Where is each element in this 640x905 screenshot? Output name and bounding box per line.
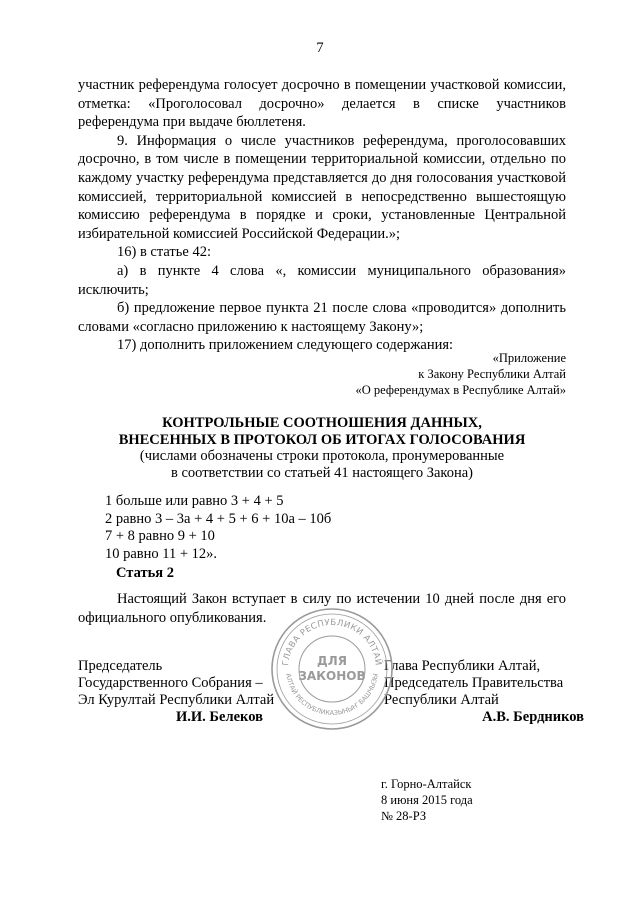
formula-item: 1 больше или равно 3 + 4 + 5 [105,493,284,509]
stamp-center-line: ЗАКОНОВ [298,669,366,683]
signature-line: Государственного Собрания – [78,675,263,691]
stamp-center-line: ДЛЯ [317,654,347,668]
date: 8 июня 2015 года [381,793,473,807]
paragraph: а) в пункте 4 слова «, комиссии муниципального образования» исключить; [78,262,566,298]
formula-item: 2 равно 3 – 3а + 4 + 5 + 6 + 10а – 10б [105,510,332,527]
stamp-ring-bottom: АЛТАЙ РЕСПУБЛИКАЗЫНЫҤ БАШЧЫЗЫ [284,672,380,718]
formula-list [105,493,331,563]
heading-line: КОНТРОЛЬНЫЕ СООТНОШЕНИЯ ДАННЫХ, [162,415,482,431]
heading-subline: (числами обозначены строки протокола, пронумерованные [139,448,505,464]
page-number: 7 [316,40,324,56]
signatory-name: А.В. Бердников [482,709,584,725]
place-and-date [381,776,473,824]
stamp-seal [268,605,396,733]
body-text [78,76,566,355]
paragraph: участник референдума голосует досрочно в помещении участковой комиссии, отметка: «Проголосовал досрочно» делается в списке участников референдума при выдаче бюллетеня. [78,77,566,131]
heading-line: ВНЕСЕННЫХ В ПРОТОКОЛ ОБ ИТОГАХ ГОЛОСОВАНИЯ [118,431,526,448]
paragraph: 16) в статье 42: [117,244,211,261]
annex-heading [78,415,566,481]
stamp-ring-top: ГЛАВА РЕСПУБЛИКИ АЛТАЙ [281,617,383,667]
annex-line: «О референдумах в Республике Алтай» [355,383,566,397]
paragraph: б) предложение первое пункта 21 после слова «проводится» дополнить словами «согласно приложению к настоящему Закону»; [78,300,566,335]
final-paragraph: Настоящий Закон вступает в силу по истечении 10 дней после дня его официального опубликования. [78,591,566,626]
law-number: № 28-РЗ [381,809,427,823]
signature-right [384,658,584,726]
annex-line: «Приложение [492,351,566,365]
annex-reference [356,350,566,398]
annex-line: к Закону Республики Алтай [418,367,566,381]
city: г. Горно-Алтайск [381,777,472,791]
signatory-name: И.И. Белеков [176,709,263,725]
paragraph: 9. Информация о числе участников референдума, проголосовавших досрочно, в том числе в помещении территориальной комиссии, отдельно по каждому участку референдума представляется до дня голосования участковой комиссией, территориальной комиссией в непосредственно вышестоящую комиссию референдума в порядке и сроки, установленные Центральной избирательной комиссией Российской Федерации.»; [78,132,566,242]
heading-subline: в соответствии со статьей 41 настоящего Закона) [170,464,473,481]
paragraph: 17) дополнить приложением следующего содержания: [117,337,454,354]
formula-item: 7 + 8 равно 9 + 10 [105,528,215,544]
signature-line: Республики Алтай [384,692,499,708]
article-title: Статья 2 [116,565,174,581]
signature-line: Председатель [78,658,163,674]
signature-line: Эл Курултай Республики Алтай [78,692,275,708]
signature-line: Глава Республики Алтай, [384,658,541,674]
formula-item: 10 равно 11 + 12». [105,545,218,562]
signature-line: Председатель Правительства [384,675,564,691]
